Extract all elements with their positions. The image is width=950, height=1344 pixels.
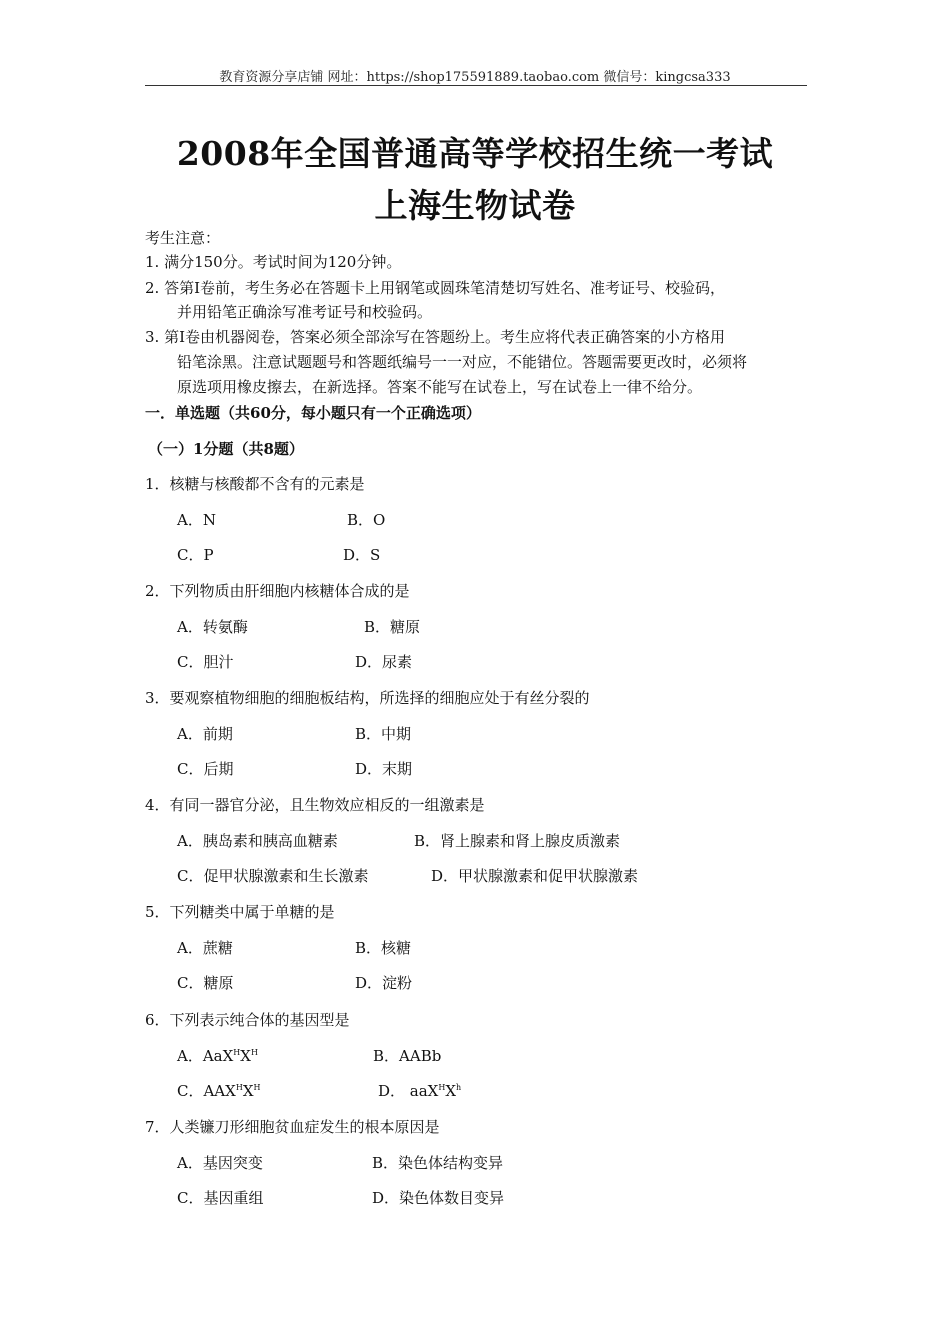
question-6-option-c: C．$AAX^HX^H$ (177, 1082, 261, 1100)
question-6-option-d: D． $aaX^HX^h$ (378, 1082, 462, 1100)
notice-item-3: 3. 第Ⅰ卷由机器阅卷，答案必须全部涂写在答题纷上。考生应将代表正确答案的小方格用 (145, 328, 726, 346)
question-7-option-c: C．基因重组 (177, 1189, 264, 1207)
subsection-heading: （一）1分题（共8题） (148, 440, 304, 458)
question-3-stem: 3．要观察植物细胞的细胞板结构，所选择的细胞应处于有丝分裂的 (145, 689, 590, 707)
question-1-option-a: A．N (177, 511, 216, 529)
question-5-option-a: A．蔗糖 (177, 939, 233, 957)
question-7-option-a: A．基因突变 (177, 1154, 263, 1172)
question-5-option-b: B．核糖 (355, 939, 412, 957)
question-7-stem: 7．人类镰刀形细胞贫血症发生的根本原因是 (145, 1118, 440, 1136)
page-header: 教育资源分享店铺 网址：https://shop175591889.taobao.com 微信号：kingcsa333 (219, 70, 731, 85)
question-1-option-c: C．P (177, 546, 214, 564)
question-7-option-b: B．染色体结构变异 (372, 1154, 504, 1172)
question-3-option-a: A．前期 (177, 725, 233, 743)
question-6-option-a: A．$AaX^HX^H$ (177, 1047, 258, 1065)
question-2-option-a: A．转氨酶 (177, 618, 248, 636)
question-4-option-b: B．肾上腺素和肾上腺皮质激素 (414, 832, 621, 850)
question-3-option-d: D．末期 (355, 760, 413, 778)
notice-item-2: 2. 答第Ⅰ卷前，考生务必在答题卡上用钢笔或圆珠笔清楚切写姓名、准考证号、校验码， (145, 279, 726, 297)
question-2-stem: 2．下列物质由肝细胞内核糖体合成的是 (145, 582, 410, 600)
notice-item-2-cont: 并用铅笔正确涂写准考证号和校验码。 (177, 303, 433, 321)
title-line-1: 2008年全国普通高等学校招生统一考试 (176, 134, 774, 173)
title-line-2: 上海生物试卷 (374, 186, 576, 225)
question-5-stem: 5．下列糖类中属于单糖的是 (145, 903, 335, 921)
notice-heading: 考生注意： (145, 229, 221, 247)
question-1-stem: 1．核糖与核酸都不含有的元素是 (145, 475, 365, 493)
question-4-option-d: D．甲状腺激素和促甲状腺激素 (431, 867, 639, 885)
question-6-stem: 6．下列表示纯合体的基因型是 (145, 1011, 350, 1029)
question-4-option-a: A．胰岛素和胰高血糖素 (177, 832, 338, 850)
notice-item-3-cont-1: 铅笔涂黑。注意试题题号和答题纸编号一一对应，不能错位。答题需要更改时，必须将 (177, 353, 748, 371)
question-5-option-d: D．淀粉 (355, 974, 413, 992)
notice-item-1: 1. 满分150分。考试时间为120分钟。 (145, 253, 402, 271)
question-6-option-b: B．AABb (373, 1047, 442, 1065)
question-1-option-d: D．S (343, 546, 381, 564)
question-4-option-c: C．促甲状腺激素和生长激素 (177, 867, 369, 885)
notice-item-3-cont-2: 原选项用橡皮擦去，在新选择。答案不能写在试卷上，写在试卷上一律不给分。 (177, 378, 703, 396)
question-3-option-c: C．后期 (177, 760, 234, 778)
question-1-option-b: B．O (347, 511, 386, 529)
question-2-option-d: D．尿素 (355, 653, 413, 671)
question-2-option-b: B．糖原 (364, 618, 421, 636)
question-5-option-c: C．糖原 (177, 974, 234, 992)
question-2-option-c: C．胆汁 (177, 653, 234, 671)
section-heading: 一．单选题（共60分，每小题只有一个正确选项） (145, 404, 481, 422)
question-3-option-b: B．中期 (355, 725, 412, 743)
header-rule (145, 85, 807, 86)
question-4-stem: 4．有同一器官分泌，且生物效应相反的一组激素是 (145, 796, 485, 814)
question-7-option-d: D．染色体数目变异 (372, 1189, 505, 1207)
